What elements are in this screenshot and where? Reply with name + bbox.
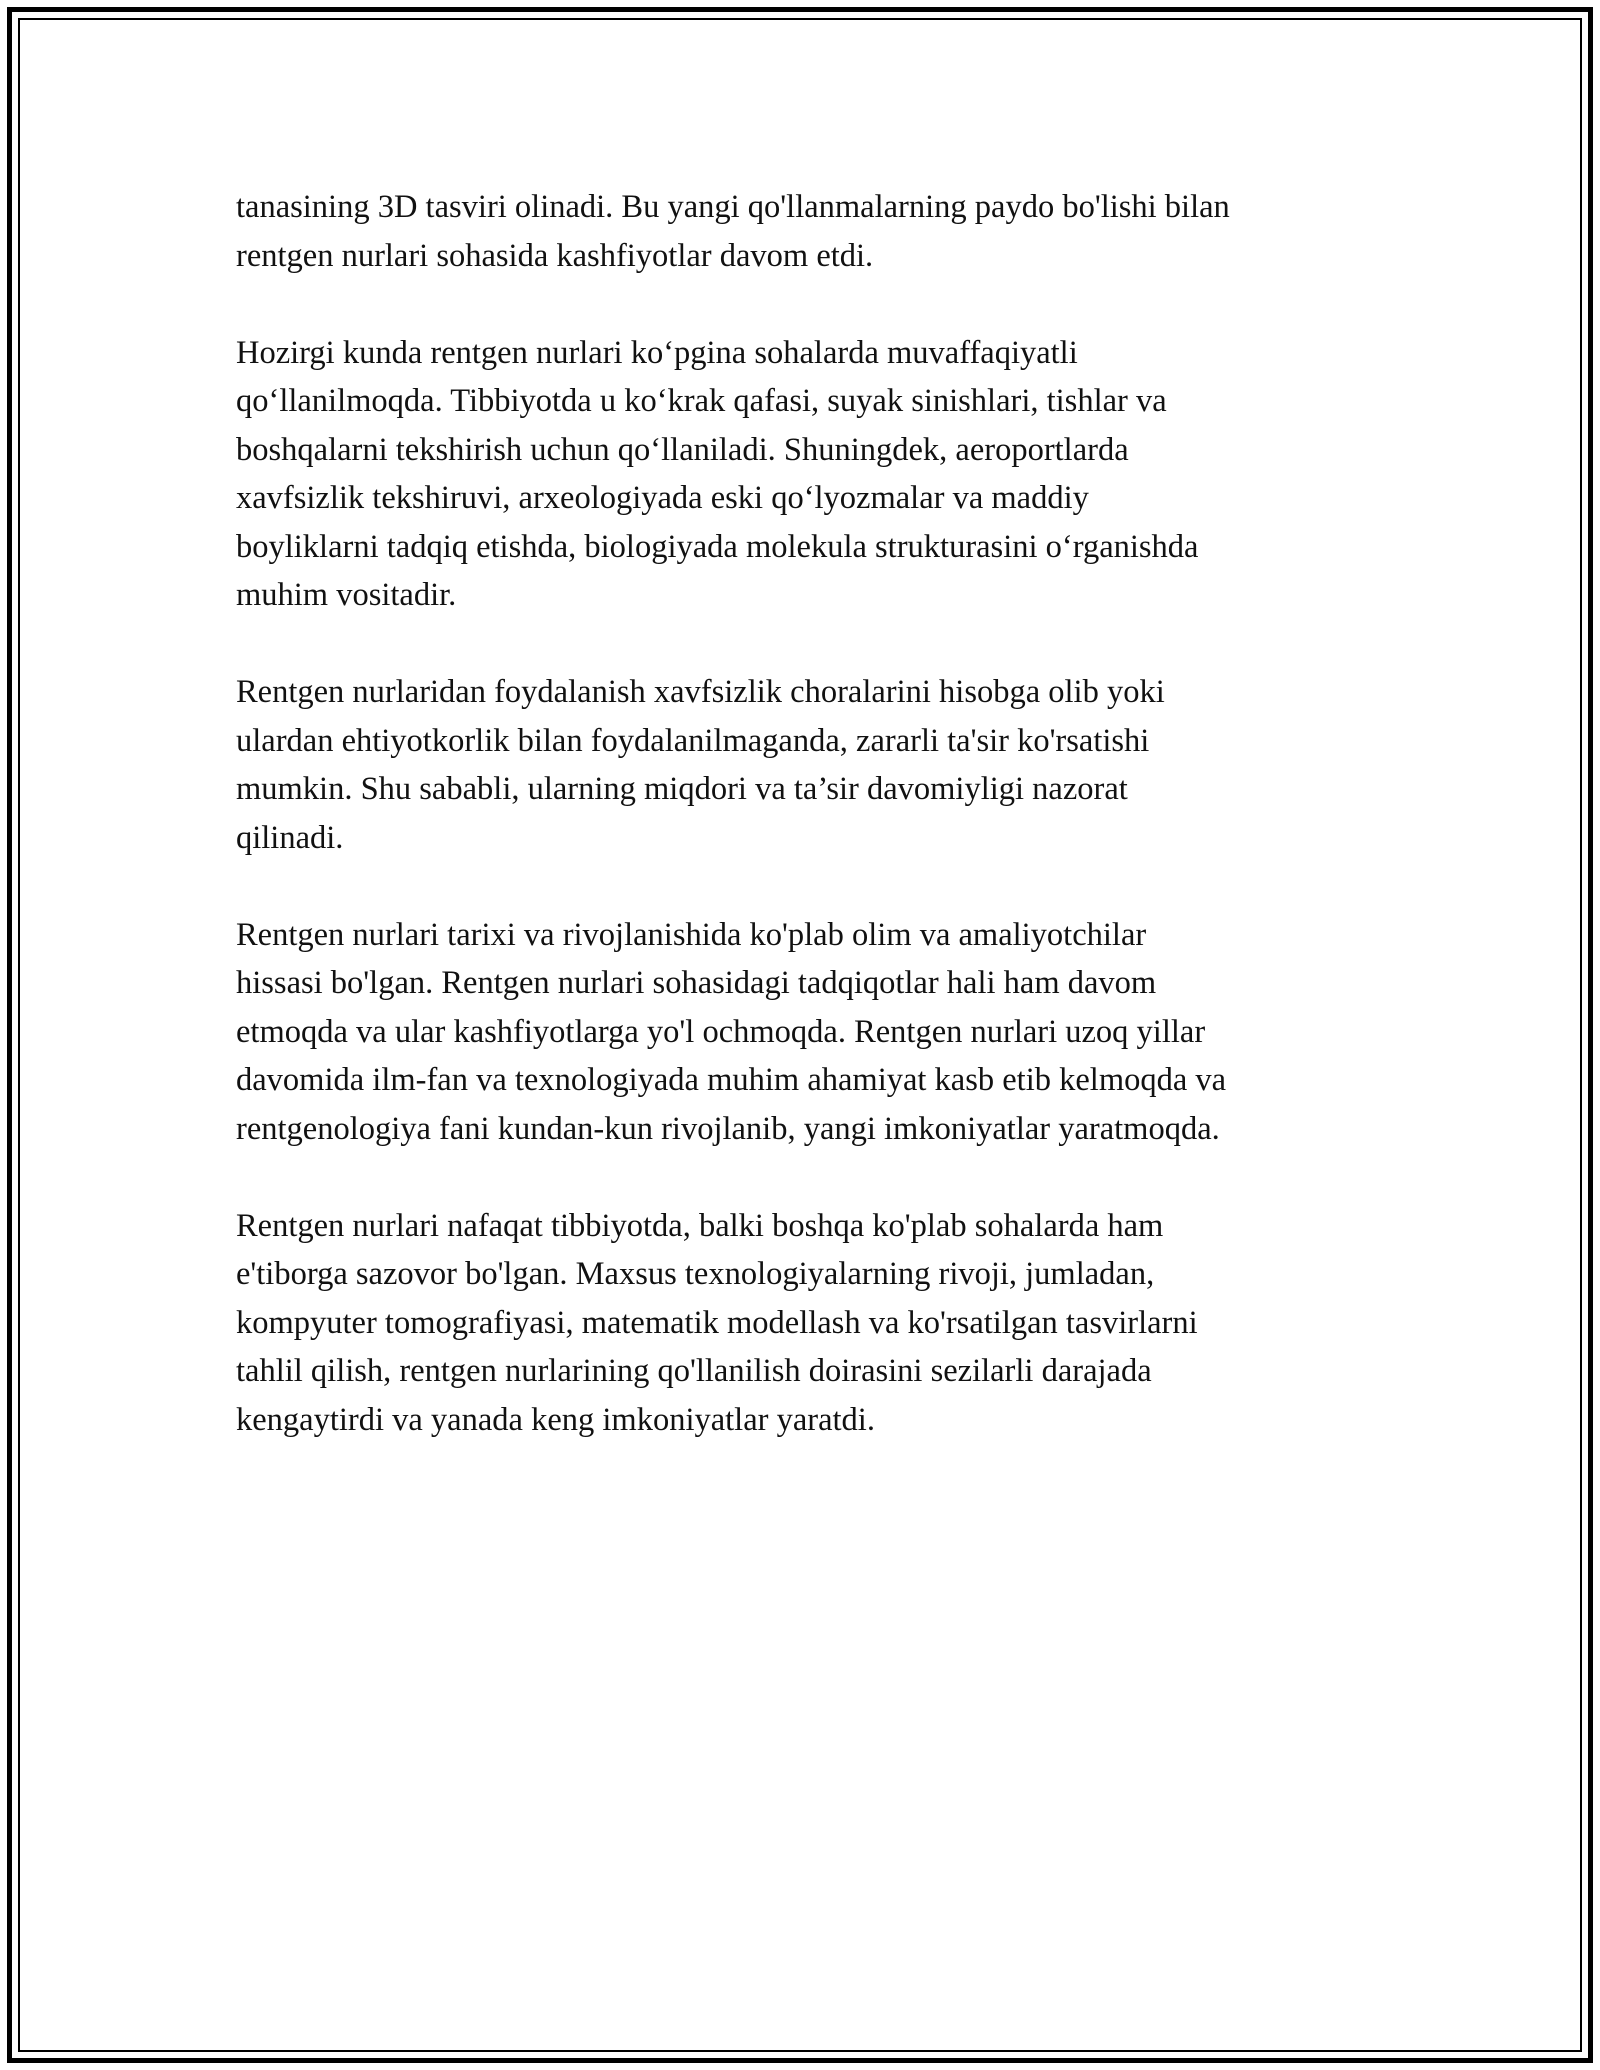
text-line: e'tiborga sazovor bo'lgan. Maxsus texnologiyalarning rivoji, jumladan, [236, 1256, 1155, 1292]
text-line: rentgenologiya fani kundan-kun rivojlanib, yangi imkoniyatlar yaratmoqda. [236, 1110, 1220, 1147]
text-line: qilinadi. [236, 819, 344, 856]
text-line: tanasining 3D tasviri olinadi. Bu yangi qo'llanmalarning paydo bo'lishi bilan [236, 189, 1230, 225]
text-line: mumkin. Shu sababli, ularning miqdori va ta’sir davomiyligi nazorat [236, 771, 1128, 807]
text-line: boshqalarni tekshirish uchun qo‘llaniladi. Shuningdek, aeroportlarda [236, 431, 1129, 468]
paragraph [236, 911, 1376, 1154]
text-line: Rentgen nurlari nafaqat tibbiyotda, balki boshqa ko'plab sohalarda ham [236, 1207, 1164, 1244]
paragraph [236, 1202, 1376, 1445]
text-line: kengaytirdi va yanada keng imkoniyatlar yaratdi. [236, 1401, 875, 1438]
text-line: rentgen nurlari sohasida kashfiyotlar davom etdi. [236, 237, 874, 274]
text-line: Hozirgi kunda rentgen nurlari ko‘pgina sohalarda muvaffaqiyatli [236, 334, 1078, 371]
text-line: Rentgen nurlari tarixi va rivojlanishida ko'plab olim va amaliyotchilar [236, 916, 1147, 953]
text-line: etmoqda va ular kashfiyotlarga yo'l ochmoqda. Rentgen nurlari uzoq yillar [236, 1013, 1206, 1050]
document-body [236, 183, 1376, 1493]
text-line: qo‘llanilmoqda. Tibbiyotda u ko‘krak qafasi, suyak sinishlari, tishlar va [236, 383, 1167, 419]
text-line: Rentgen nurlaridan foydalanish xavfsizlik choralarini hisobga olib yoki [236, 674, 1165, 710]
text-line: xavfsizlik tekshiruvi, arxeologiyada eski qo‘lyozmalar va maddiy [236, 480, 1089, 516]
text-line: tahlil qilish, rentgen nurlarining qo'llanilish doirasini sezilarli darajada [236, 1353, 1152, 1389]
text-line: ulardan ehtiyotkorlik bilan foydalanilmaganda, zararli ta'sir ko'rsatishi [236, 722, 1150, 759]
text-line: kompyuter tomografiyasi, matematik modellash va ko'rsatilgan tasvirlarni [236, 1304, 1198, 1341]
text-line: davomida ilm-fan va texnologiyada muhim ahamiyat kasb etib kelmoqda va [236, 1062, 1227, 1098]
paragraph [236, 183, 1376, 280]
text-line: hissasi bo'lgan. Rentgen nurlari sohasidagi tadqiqotlar hali ham davom [236, 965, 1157, 1001]
text-line: muhim vositadir. [236, 577, 457, 613]
paragraph [236, 329, 1376, 620]
text-line: boyliklarni tadqiq etishda, biologiyada molekula strukturasini o‘rganishda [236, 528, 1199, 565]
paragraph [236, 668, 1376, 862]
